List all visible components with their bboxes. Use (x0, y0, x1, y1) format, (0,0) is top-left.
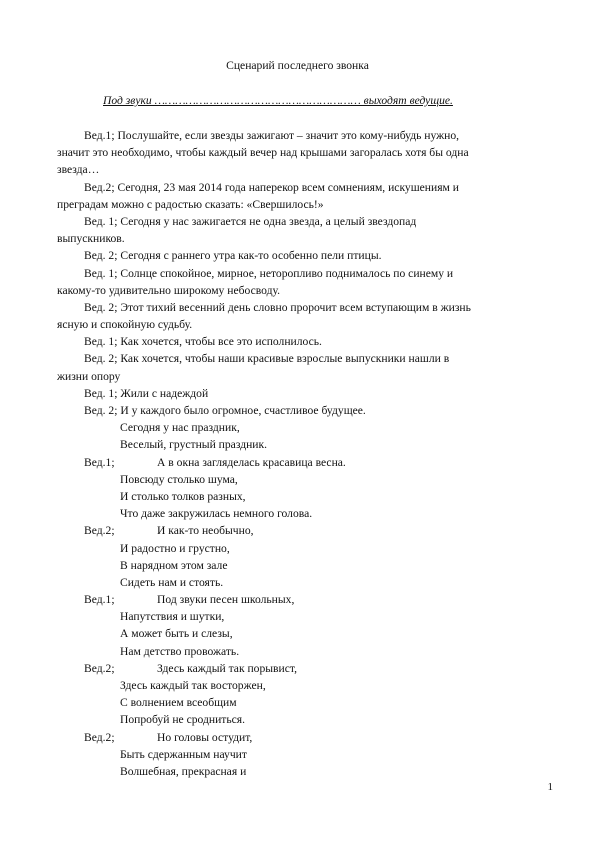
script-line (120, 763, 540, 780)
verse-text: Быть сдержанным научит (120, 747, 247, 761)
verse-text: Волшебная, прекрасная и (120, 764, 247, 778)
script-line (120, 643, 540, 660)
verse-text: Сегодня у нас праздник, (120, 421, 240, 435)
script-line (57, 316, 540, 333)
verse-text: Под звуки песен школьных, (157, 593, 295, 607)
line-text: Вед.1; Послушайте, если звезды зажигают – значит это кому-нибудь нужно, (84, 129, 460, 142)
script-line (120, 436, 540, 453)
script-line (120, 488, 540, 505)
script-line (120, 505, 540, 522)
script-line (120, 540, 540, 557)
verse-text: И радостно и грустно, (120, 541, 230, 555)
line-text: Вед. 1; Солнце спокойное, мирное, неторопливо поднималось по синему и (84, 266, 454, 280)
script-line (120, 677, 540, 694)
script-line (84, 299, 540, 316)
script-line (120, 608, 540, 625)
script-line (84, 350, 540, 367)
verse-text: Нам детство провожать. (120, 644, 240, 658)
stage-direction: Под звуки …………………………………………………… выходят ведущие. (103, 94, 453, 107)
script-line (84, 385, 540, 402)
script-line (84, 660, 540, 677)
script-line (57, 144, 540, 161)
script-line (120, 746, 540, 763)
script-line (120, 471, 540, 488)
speaker-label: Вед.2; (84, 661, 115, 675)
script-line (57, 161, 540, 178)
script-line (84, 127, 540, 144)
line-text: какому-то удивительно широкому небосводу. (57, 283, 281, 297)
line-text: Вед. 2; И у каждого было огромное, счастливое будущее. (84, 404, 366, 417)
line-text: Вед. 1; Сегодня у нас зажигается не одна звезда, а целый звездопад (84, 214, 417, 228)
script-line (84, 265, 540, 282)
line-text: Вед. 1; Жили с надеждой (84, 386, 209, 400)
verse-text: Здесь каждый так восторжен, (120, 679, 266, 692)
verse-text: Веселый, грустный праздник. (120, 438, 268, 452)
page-number: 1 (547, 781, 553, 793)
script-line (84, 402, 540, 419)
script-line (120, 694, 540, 711)
line-text: Вед. 1; Как хочется, чтобы все это исполнилось. (84, 335, 322, 349)
page-title: Сценарий последнего звонка (226, 59, 369, 72)
script-line (84, 522, 540, 539)
line-text: звезда… (57, 163, 100, 177)
script-line (57, 196, 540, 213)
speaker-label: Вед.1; (84, 593, 115, 607)
line-text: Вед. 2; Сегодня с раннего утра как-то особенно пели птицы. (84, 249, 382, 263)
line-text: Вед.2; Сегодня, 23 мая 2014 года наперекор всем сомнениям, искушениям и (84, 180, 459, 194)
script-line (120, 711, 540, 728)
script-line (84, 729, 540, 746)
script-line (84, 591, 540, 608)
script-line (84, 454, 540, 471)
script-line (57, 282, 540, 299)
speaker-label: Вед.2; (84, 730, 115, 744)
line-text: ясную и спокойную судьбу. (57, 318, 193, 332)
line-text: Вед. 2; Как хочется, чтобы наши красивые взрослые выпускники нашли в (84, 352, 450, 366)
verse-text: Сидеть нам и стоять. (120, 575, 224, 589)
script-line (84, 213, 540, 230)
script-line (84, 333, 540, 350)
verse-text: Но головы остудит, (157, 730, 253, 744)
verse-text: Что даже закружилась немного голова. (120, 507, 313, 521)
line-text: значит это необходимо, чтобы каждый вечер над крышами загоралась хотя бы одна (57, 146, 469, 160)
verse-text: А может быть и слезы, (120, 627, 233, 641)
script-line (120, 625, 540, 642)
line-text: выпускников. (57, 232, 125, 246)
verse-text: А в окна загляделась красавица весна. (157, 455, 346, 469)
verse-text: Попробуй не сродниться. (120, 713, 246, 727)
script-line (120, 557, 540, 574)
script-line (57, 230, 540, 247)
verse-text: Напутствия и шутки, (120, 610, 225, 624)
line-text: Вед. 2; Этот тихий весенний день словно пророчит всем вступающим в жизнь (84, 300, 471, 314)
verse-text: Повсюду столько шума, (120, 472, 238, 486)
verse-text: С волнением всеобщим (120, 696, 237, 710)
speaker-label: Вед.1; (84, 455, 115, 469)
script-body (57, 127, 540, 780)
script-line (57, 368, 540, 385)
verse-text: Здесь каждый так порывист, (157, 661, 297, 675)
script-line (84, 179, 540, 196)
script-line (120, 419, 540, 436)
line-text: преградам можно с радостью сказать: «Свершилось!» (57, 197, 324, 211)
script-line (84, 247, 540, 264)
verse-text: В нарядном этом зале (120, 558, 228, 572)
verse-text: И столько толков разных, (120, 489, 246, 503)
line-text: жизни опору (57, 369, 121, 383)
speaker-label: Вед.2; (84, 524, 115, 538)
verse-text: И как-то необычно, (157, 524, 254, 538)
script-line (120, 574, 540, 591)
